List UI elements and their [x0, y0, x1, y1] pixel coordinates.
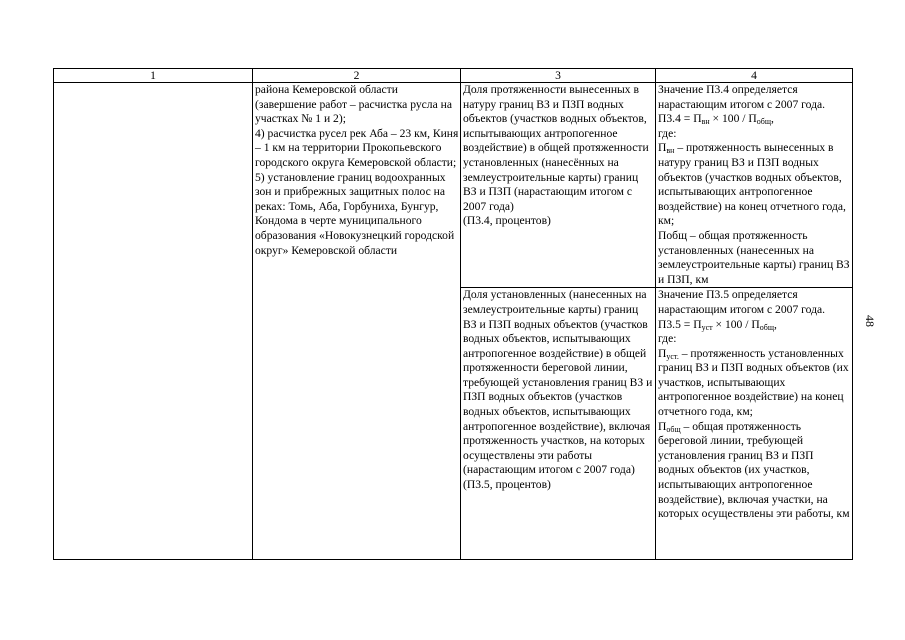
table-header-row [54, 69, 853, 83]
indicator-text: Доля установленных (нанесенных на землеустроительные карты) границ ВЗ и ПЗП водных объектов (участков водных объектов, испытывающих антропогенное воздействие) в общей протяженности береговой линии, требующей установления границ ВЗ и ПЗП водных объектов (участков водных объектов, испытывающих антропогенное воздействие), включая протяженность участков, на которых осуществлены эти работы (нарастающим итогом с 2007 года) (П3.5, процентов) [463, 288, 653, 492]
formula: $П3.4 = П_{вн} \times 100 / П_{общ}$, [658, 112, 774, 127]
indicator-cell [461, 288, 656, 560]
where-label: где: [658, 332, 677, 346]
indicator-text: Доля протяженности вынесенных в натуру границ ВЗ и ПЗП водных объектов (участков водных объектов, испытывающих антропогенное воздействие) в общей протяженности установленных (нанесённых на землеустроительные карты) границ ВЗ и ПЗП (нарастающим итогом с 2007 года) (П3.4, процентов) [463, 83, 649, 228]
method-cell [656, 288, 853, 560]
where-label: где: [658, 126, 677, 140]
column-header-3: 3 [461, 69, 656, 83]
definition-1: $П_{уст.}$ – протяженность установленных границ ВЗ и ПЗП водных объектов (их участков, испытывающих антропогенное воздействие) на конец отчетного года, км; [658, 346, 849, 419]
definition-2: $П_{общ}$ – общая протяженность береговой линии, требующей установления границ ВЗ и ПЗП водных объектов (их участков, испытывающих антропогенное воздействие), включая участки, на которых осуществлены эти работы, км [658, 419, 850, 521]
definition-1: $П_{вн}$ – протяженность вынесенных в натуру границ ВЗ и ПЗП водных объектов (участков водных объектов, испытывающих антропогенное воздействие) на конец отчетного года, км; [658, 141, 846, 228]
method-cell [656, 83, 853, 288]
column-1-cell [54, 83, 253, 560]
page-number: 48 [863, 315, 877, 327]
measures-text: района Кемеровской области (завершение работ – расчистка русла на участках № 1 и 2); 4) расчистка русел рек Аба – 23 км, Киня – 1 км на территории Прокопьевского городского округа Кемеровской области; 5) установление границ водоохранных зон и прибрежных защитных полос на реках: Томь, Аба, Горбуниха, Бунгур, Кондома в черте муниципального образования «Новокузнецкий городской округ» Кемеровской области [255, 83, 459, 257]
column-header-4: 4 [656, 69, 853, 83]
method-intro: Значение П3.5 определяется нарастающим итогом с 2007 года. [658, 288, 826, 316]
column-2-cell [253, 83, 461, 560]
column-header-1: 1 [54, 69, 253, 83]
indicator-cell [461, 83, 656, 288]
formula: $П3.5 = П_{уст} \times 100 / П_{общ}$, [658, 317, 777, 332]
column-header-2: 2 [253, 69, 461, 83]
definition-2: Побщ – общая протяженность установленных (нанесенных на землеустроительные карты) границ ВЗ и ПЗП, км [658, 228, 850, 286]
indicators-table [53, 68, 853, 560]
table-row [54, 83, 853, 288]
method-intro: Значение П3.4 определяется нарастающим итогом с 2007 года. [658, 83, 826, 111]
